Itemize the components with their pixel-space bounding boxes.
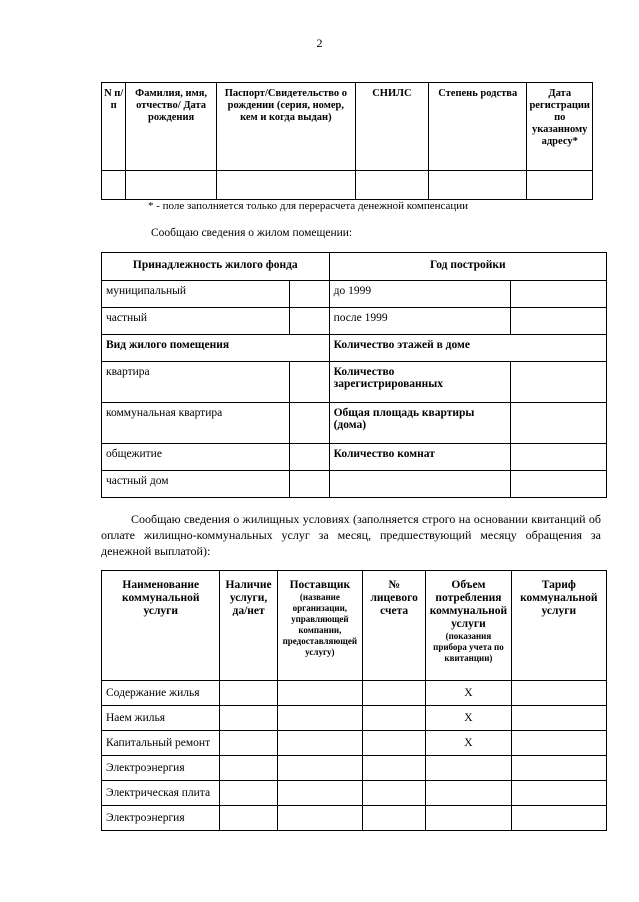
header-sub: (название организации, управляющей компании, предоставляющей услугу) (282, 592, 358, 657)
registered-label: Количество зарегистрированных (329, 362, 510, 403)
table-row (102, 681, 607, 706)
label-private: частный (102, 308, 290, 335)
col-volume (426, 571, 511, 681)
cell-volume[interactable] (426, 781, 511, 806)
table-row (102, 756, 607, 781)
cell-volume: Х (426, 731, 511, 756)
cell-account[interactable] (363, 756, 426, 781)
label-before-1999: до 1999 (329, 281, 510, 308)
col-passport: Паспорт/Свидетельство о рождении (серия, номер, кем и когда выдан) (216, 83, 355, 171)
col-full-name: Фамилия, имя, отчество/ Дата рождения (126, 83, 217, 171)
label-apartment: квартира (102, 362, 290, 403)
cell-tariff[interactable] (511, 731, 606, 756)
area-label: Общая площадь квартиры (дома) (329, 403, 510, 444)
col-tariff (511, 571, 606, 681)
cell-volume: Х (426, 706, 511, 731)
empty-cell (510, 471, 606, 498)
ownership-header: Принадлежность жилого фонда (102, 253, 330, 281)
col-supplier (277, 571, 362, 681)
table-row (102, 806, 607, 831)
header-main: Наличие услуги, да/нет (225, 579, 272, 617)
col-service-name (102, 571, 220, 681)
cell-account[interactable] (363, 681, 426, 706)
check-after-1999[interactable] (510, 308, 606, 335)
housing-type-label: Вид жилого помещения (102, 335, 330, 362)
cell-supplier[interactable] (277, 706, 362, 731)
cell-registration-date[interactable] (527, 171, 593, 200)
floors-label: Количество этажей в доме (329, 335, 606, 362)
cell-tariff[interactable] (511, 706, 606, 731)
cell-availability[interactable] (220, 781, 277, 806)
col-relation: Степень родства (428, 83, 527, 171)
table-row (102, 308, 607, 335)
check-communal[interactable] (289, 403, 329, 444)
table-row (102, 403, 607, 444)
header-main: Наименование коммунальной услуги (122, 579, 200, 617)
build-year-header: Год постройки (329, 253, 606, 281)
cell-supplier[interactable] (277, 756, 362, 781)
check-dormitory[interactable] (289, 444, 329, 471)
housing-table (101, 252, 607, 498)
cell-supplier[interactable] (277, 781, 362, 806)
check-municipal[interactable] (289, 281, 329, 308)
label-private-house: частный дом (102, 471, 290, 498)
cell-account[interactable] (363, 781, 426, 806)
table-row (102, 781, 607, 806)
table-row (102, 444, 607, 471)
col-registration-date: Дата регистрации по указанному адресу* (527, 83, 593, 171)
cell-account[interactable] (363, 806, 426, 831)
check-private[interactable] (289, 308, 329, 335)
cell-passport[interactable] (216, 171, 355, 200)
cell-relation[interactable] (428, 171, 527, 200)
table-row (102, 171, 593, 200)
cell-tariff[interactable] (511, 681, 606, 706)
label-after-1999: после 1999 (329, 308, 510, 335)
cell-tariff[interactable] (511, 756, 606, 781)
cell-availability[interactable] (220, 731, 277, 756)
cell-tariff[interactable] (511, 781, 606, 806)
col-account (363, 571, 426, 681)
check-apartment[interactable] (289, 362, 329, 403)
cell-supplier[interactable] (277, 806, 362, 831)
page-number: 2 (316, 36, 323, 50)
cell-availability[interactable] (220, 806, 277, 831)
table-row (102, 471, 607, 498)
housing-intro: Сообщаю сведения о жилом помещении: (151, 227, 353, 239)
cell-tariff[interactable] (511, 806, 606, 831)
service-name: Содержание жилья (102, 681, 220, 706)
cell-volume[interactable] (426, 806, 511, 831)
cell-supplier[interactable] (277, 681, 362, 706)
header-sub: (показания прибора учета по квитанции) (433, 631, 504, 663)
header-main: Объем потребления коммунальной услуги (429, 579, 508, 630)
family-members-table (101, 82, 593, 200)
cell-volume[interactable] (426, 756, 511, 781)
table-header-row (102, 253, 607, 281)
service-name: Электроэнергия (102, 756, 220, 781)
label-municipal: муниципальный (102, 281, 290, 308)
col-availability (220, 571, 277, 681)
cell-number[interactable] (102, 171, 126, 200)
service-name: Капитальный ремонт (102, 731, 220, 756)
table-row (102, 731, 607, 756)
cell-supplier[interactable] (277, 731, 362, 756)
col-snils: СНИЛС (355, 83, 428, 171)
footnote: * - поле заполняется только для перерасчета денежной компенсации (148, 200, 469, 212)
header-main: № лицевого счета (370, 579, 418, 617)
table-row (102, 281, 607, 308)
check-private-house[interactable] (289, 471, 329, 498)
header-main: Тариф коммунальной услуги (520, 579, 598, 617)
cell-volume: Х (426, 681, 511, 706)
cell-availability[interactable] (220, 756, 277, 781)
service-name: Электроэнергия (102, 806, 220, 831)
label-communal: коммунальная квартира (102, 403, 290, 444)
cell-snils[interactable] (355, 171, 428, 200)
value-rooms[interactable] (510, 444, 606, 471)
cell-account[interactable] (363, 731, 426, 756)
table-row (102, 335, 607, 362)
cell-availability[interactable] (220, 681, 277, 706)
conditions-intro: Сообщаю сведения о жилищных условиях (заполняется строго на основании квитанций об оплате жилищно-коммунальных услуг за месяц, предшествующий месяцу обращения за денежной выплатой): (101, 512, 601, 558)
check-before-1999[interactable] (510, 281, 606, 308)
rooms-label: Количество комнат (329, 444, 510, 471)
utilities-table (101, 570, 607, 831)
service-name: Электрическая плита (102, 781, 220, 806)
empty-cell (329, 471, 510, 498)
table-header-row (102, 83, 593, 171)
service-name: Наем жилья (102, 706, 220, 731)
table-row (102, 362, 607, 403)
value-registered[interactable] (510, 362, 606, 403)
label-dormitory: общежитие (102, 444, 290, 471)
value-area[interactable] (510, 403, 606, 444)
cell-account[interactable] (363, 706, 426, 731)
table-row (102, 706, 607, 731)
table-header-row (102, 571, 607, 681)
header-main: Поставщик (289, 579, 351, 591)
col-number: N п/п (102, 83, 126, 171)
cell-full-name[interactable] (126, 171, 217, 200)
cell-availability[interactable] (220, 706, 277, 731)
